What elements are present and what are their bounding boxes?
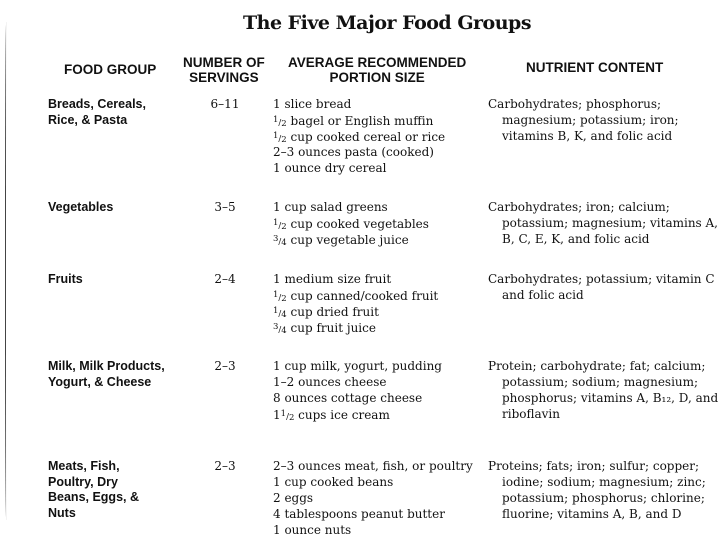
portion-list: [273, 199, 429, 247]
portion-item: [273, 215, 429, 231]
portion-text: 4 tablespoons peanut butter: [273, 507, 445, 521]
portion-text: 1 ounce dry cereal: [273, 161, 387, 175]
portion-item: [273, 199, 429, 215]
portion-fraction: [273, 322, 287, 336]
food-group-line: Beans, Eggs, &: [48, 490, 139, 504]
food-group-name: [48, 97, 146, 128]
portion-list: [273, 96, 445, 176]
food-group-line: Yogurt, & Cheese: [48, 374, 152, 389]
portion-item: [273, 319, 438, 335]
portion-text: 2–3 ounces pasta (cooked): [273, 145, 434, 159]
food-group-line: Poultry, Dry: [48, 474, 118, 489]
fraction-denominator: 4: [281, 310, 287, 320]
fraction-slash: /: [278, 118, 282, 128]
servings-value: 2–3: [214, 459, 236, 473]
portion-text: 2–3 ounces meat, fish, or poultry: [273, 459, 473, 473]
food-group-line: Fruits: [48, 272, 83, 286]
page-title: The Five Major Food Groups: [243, 12, 532, 34]
portion-item: [273, 231, 429, 247]
left-border-rule: [5, 22, 8, 520]
food-group-line: Rice, & Pasta: [48, 112, 128, 127]
portion-fraction: [273, 306, 287, 320]
nutrient-list: [488, 271, 715, 303]
portion-text: cup fruit juice: [286, 321, 376, 335]
portion-item: [273, 474, 473, 490]
portion-item: [273, 112, 445, 128]
header-food-group-label: FOOD GROUP: [64, 62, 157, 77]
fraction-denominator: 4: [281, 326, 287, 336]
portion-text: 8 ounces cottage cheese: [273, 391, 423, 405]
portion-text: cup cooked cereal or rice: [286, 130, 446, 144]
fraction-denominator: 2: [281, 222, 287, 232]
fraction-denominator: 2: [281, 294, 287, 304]
portion-text: cup canned/cooked fruit: [286, 289, 439, 303]
portion-item: [273, 406, 442, 422]
header-portion-line2: PORTION SIZE: [329, 70, 425, 85]
portion-text: bagel or English muffin: [286, 114, 434, 128]
portion-item: [273, 287, 438, 303]
header-portion-line1: AVERAGE RECOMMENDED: [288, 55, 467, 70]
nutrient-line: potassium; sodium; magnesium;: [502, 375, 699, 389]
header-portion: [288, 55, 466, 85]
portion-text: 1 cup cooked beans: [273, 475, 394, 489]
nutrient-line: fluorine; vitamins A, B, and D: [502, 507, 682, 521]
portion-text: cups ice cream: [294, 408, 390, 422]
fraction-numerator: 1: [273, 131, 279, 141]
nutrient-list: [488, 358, 718, 422]
nutrient-line: and folic acid: [502, 288, 584, 302]
fraction-denominator: 2: [281, 119, 287, 129]
nutrient-line: vitamins B, K, and folic acid: [502, 129, 673, 143]
fraction-slash: /: [278, 134, 282, 144]
portion-item: [273, 458, 473, 474]
nutrient-list: [488, 458, 706, 522]
portion-item: [273, 128, 445, 144]
nutrient-line: Carbohydrates; iron; calcium;: [488, 200, 670, 214]
food-group-name: [48, 272, 83, 288]
portion-item: [273, 390, 442, 406]
portion-fraction: [280, 409, 295, 423]
portion-text: 1 cup milk, yogurt, pudding: [273, 359, 442, 373]
fraction-denominator: 2: [281, 135, 287, 145]
food-group-name: [48, 359, 165, 390]
nutrient-line: magnesium; potassium; iron;: [502, 113, 679, 127]
portion-item: [273, 96, 445, 112]
header-servings-line2: SERVINGS: [189, 70, 259, 85]
portion-item: [273, 271, 438, 287]
fraction-numerator: 1: [280, 409, 287, 419]
fraction-slash: /: [278, 293, 282, 303]
portion-fraction: [273, 218, 287, 232]
portion-text: cup dried fruit: [286, 305, 379, 319]
portion-list: [273, 358, 442, 422]
fraction-slash: /: [278, 325, 282, 335]
servings-value: 3–5: [214, 200, 236, 214]
header-nutrient-label: NUTRIENT CONTENT: [526, 60, 664, 75]
nutrient-line: B, C, E, K, and folic acid: [502, 232, 650, 246]
header-food-group: [64, 62, 156, 77]
portion-text: 1 slice bread: [273, 97, 352, 111]
portion-text: cup vegetable juice: [286, 233, 409, 247]
portion-fraction: [273, 131, 287, 145]
portion-text: cup cooked vegetables: [286, 217, 429, 231]
food-group-line: Nuts: [48, 505, 76, 520]
portion-item: [273, 522, 473, 538]
portion-text: 1 ounce nuts: [273, 523, 352, 537]
fraction-numerator: 3: [273, 234, 279, 244]
servings-value: 2–4: [214, 272, 236, 286]
portion-item: [273, 303, 438, 319]
food-group-line: Vegetables: [48, 200, 114, 214]
nutrient-line: potassium; phosphorus; chlorine;: [502, 491, 705, 505]
portion-item: [273, 144, 445, 160]
fraction-slash: /: [278, 237, 282, 247]
portion-text: 1–2 ounces cheese: [273, 375, 387, 389]
header-servings-line1: NUMBER OF: [183, 55, 265, 70]
fraction-numerator: 1: [273, 290, 279, 300]
fraction-slash: /: [278, 309, 282, 319]
portion-text: 2 eggs: [273, 491, 314, 505]
portion-text: 1 cup salad greens: [273, 200, 388, 214]
fraction-slash: /: [286, 412, 289, 422]
food-group-line: Milk, Milk Products,: [48, 359, 165, 373]
nutrient-line: iodine; sodium; magnesium; zinc;: [502, 475, 706, 489]
nutrient-line: Protein; carbohydrate; fat; calcium;: [488, 359, 706, 373]
nutrient-list: [488, 96, 679, 144]
nutrient-line: Carbohydrates; potassium; vitamin C: [488, 272, 715, 286]
portion-list: [273, 271, 438, 335]
fraction-slash: /: [278, 221, 282, 231]
fraction-denominator: 4: [281, 238, 287, 248]
portion-item: [273, 506, 473, 522]
header-servings: [183, 55, 265, 85]
portion-fraction: [273, 290, 287, 304]
servings-value: 2–3: [214, 359, 236, 373]
food-group-line: Meats, Fish,: [48, 459, 120, 473]
header-nutrient: [526, 60, 663, 75]
fraction-numerator: 1: [273, 306, 279, 316]
fraction-numerator: 1: [273, 115, 279, 125]
portion-fraction: [273, 115, 287, 129]
portion-item: [273, 374, 442, 390]
nutrient-line: phosphorus; vitamins A, B₁₂, D, and: [502, 391, 719, 405]
portion-text: 1 medium size fruit: [273, 272, 392, 286]
nutrient-list: [488, 199, 718, 247]
portion-item: [273, 358, 442, 374]
fraction-denominator: 2: [288, 413, 295, 423]
food-group-name: [48, 459, 139, 521]
nutrient-line: Carbohydrates; phosphorus;: [488, 97, 662, 111]
food-group-name: [48, 200, 113, 216]
nutrient-line: riboflavin: [502, 407, 560, 421]
portion-fraction: [273, 234, 287, 248]
nutrient-line: Proteins; fats; iron; sulfur; copper;: [488, 459, 700, 473]
portion-whole: 1: [273, 408, 281, 422]
nutrient-line: potassium; magnesium; vitamins A,: [502, 216, 718, 230]
portion-item: [273, 490, 473, 506]
fraction-numerator: 3: [273, 322, 279, 332]
fraction-numerator: 1: [273, 218, 279, 228]
food-group-line: Breads, Cereals,: [48, 97, 146, 111]
servings-value: 6–11: [210, 97, 240, 111]
portion-item: [273, 160, 445, 176]
portion-list: [273, 458, 473, 538]
